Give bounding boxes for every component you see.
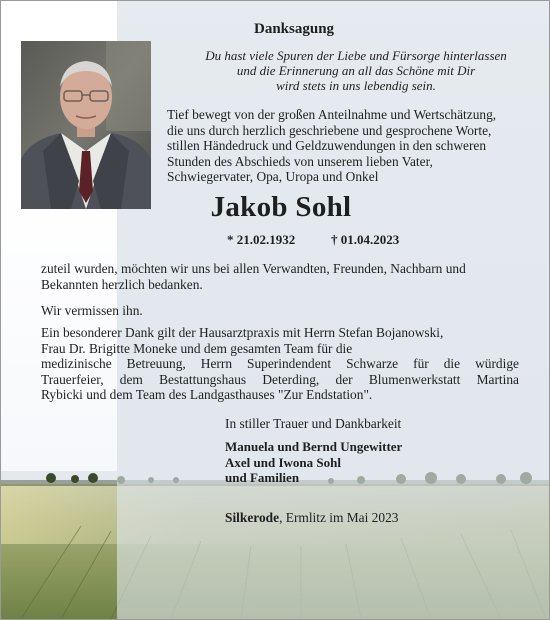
text-overlay-panel bbox=[117, 1, 549, 619]
poem bbox=[171, 48, 541, 93]
death-date: † 01.04.2023 bbox=[331, 232, 400, 247]
portrait-photo bbox=[21, 41, 151, 209]
intro-line: stillen Händedruck und Geldzuwendungen in den schweren bbox=[167, 138, 487, 154]
mourners bbox=[225, 439, 402, 486]
special-thanks-line: Trauerfeier, dem Bestattungshaus Deterding, der Blumenwerkstatt Martina bbox=[41, 371, 519, 387]
special-thanks-line: Frau Dr. Brigitte Moneke und dem gesamten Team für die bbox=[41, 340, 353, 356]
birth-date: * 21.02.1932 bbox=[227, 232, 296, 247]
special-thanks-line: Rybicki und dem Team des Landgasthauses "Zur Endstation". bbox=[41, 387, 373, 403]
special-thanks-line: Ein besonderer Dank gilt der Hausarztpraxis mit Herrn Stefan Bojanowski, bbox=[41, 325, 444, 340]
deceased-name: Jakob Sohl bbox=[210, 191, 352, 223]
intro-line: Stunden des Abschieds von unserem lieben Vater, bbox=[167, 153, 433, 169]
place-date bbox=[225, 510, 398, 526]
miss-line: Wir vermissen ihn. bbox=[41, 303, 143, 318]
thanks-paragraph bbox=[41, 261, 521, 292]
mourner-line: Manuela und Bernd Ungewitter bbox=[225, 439, 403, 454]
thanks-line: Bekannten herzlich bedanken. bbox=[41, 276, 203, 292]
intro-line: Schwiegervater, Opa, Uropa und Onkel bbox=[167, 169, 379, 185]
heading: Danksagung bbox=[254, 21, 335, 37]
thanks-line: zuteil wurden, möchten wir uns bei allen Verwandten, Freunden, Nachbarn und bbox=[41, 261, 466, 276]
intro-paragraph bbox=[167, 107, 547, 185]
poem-line: Du hast viele Spuren der Liebe und Fürsorge hinterlassen bbox=[205, 48, 507, 63]
mourner-line: und Familien bbox=[225, 470, 300, 485]
special-thanks-paragraph bbox=[41, 325, 519, 403]
intro-line: die uns durch herzlich geschriebene und gesprochene Worte, bbox=[167, 122, 492, 138]
intro-line: Tief bewegt von der großen Anteilnahme und Wertschätzung, bbox=[167, 107, 497, 122]
poem-line: wird stets in uns lebendig sein. bbox=[276, 78, 436, 93]
place-name: Silkerode bbox=[225, 510, 280, 525]
mourner-line: Axel und Iwona Sohl bbox=[225, 454, 341, 470]
closing-line: In stiller Trauer und Dankbarkeit bbox=[225, 416, 402, 431]
place-date-rest: , Ermlitz im Mai 2023 bbox=[279, 510, 399, 525]
special-thanks-line: medizinische Betreuung, Herrn Superindendent Schwarze für die würdige bbox=[41, 356, 519, 372]
poem-line: und die Erinnerung an all das Schöne mit Dir bbox=[236, 63, 476, 78]
